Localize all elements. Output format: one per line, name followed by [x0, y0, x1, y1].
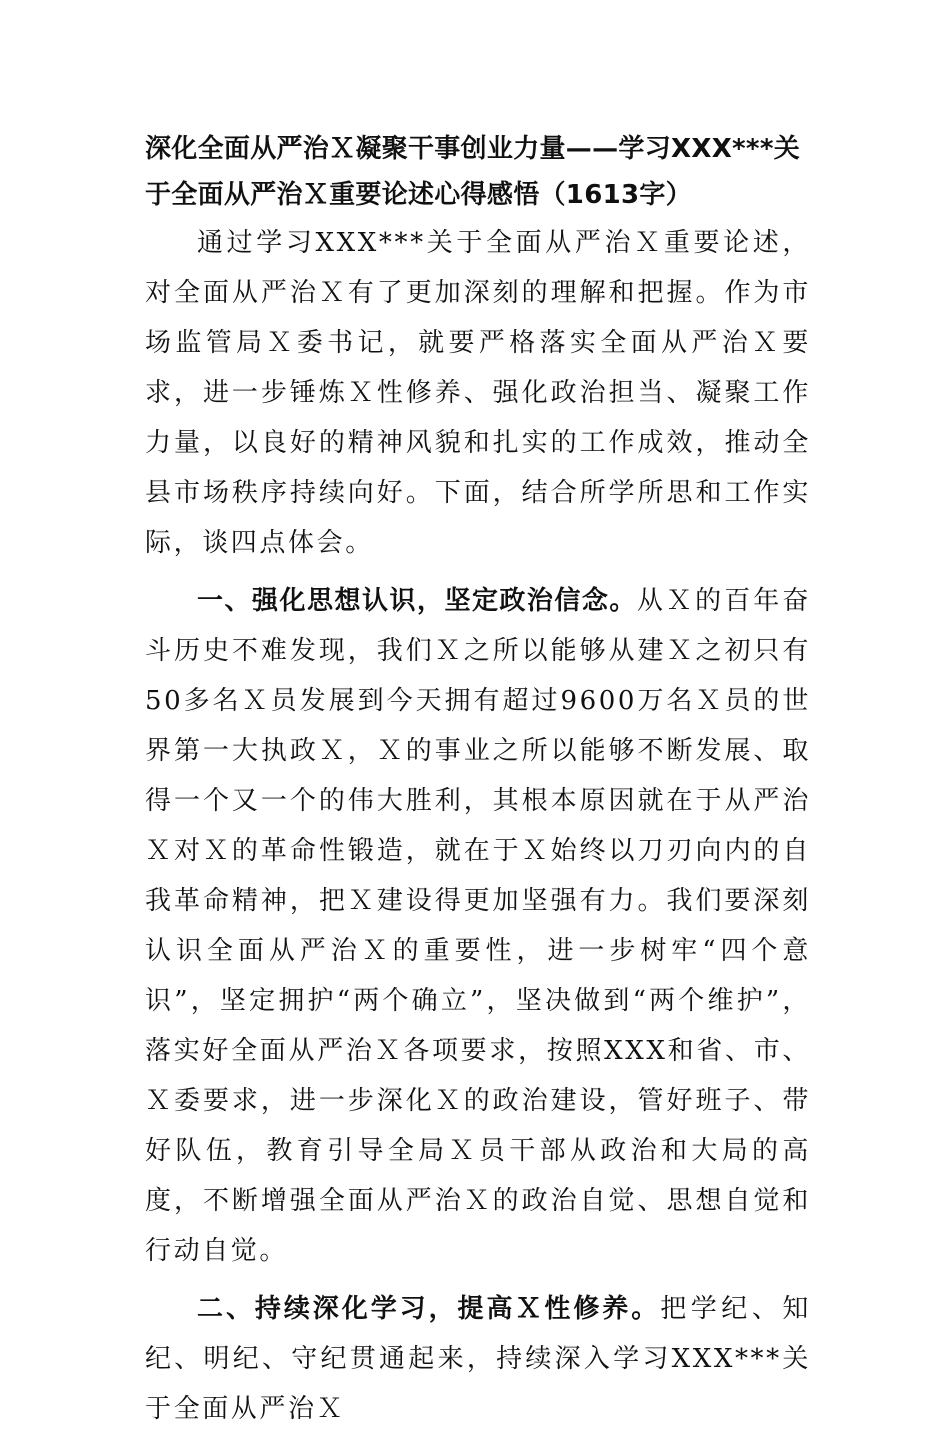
paragraph-text: 从Ｘ的百年奋斗历史不难发现，我们Ｘ之所以能够从建Ｘ之初只有50多名Ｘ员发展到今天拥有超过9600万名Ｘ员的世界第一大执政Ｘ，Ｘ的事业之所以能够不断发展、取得一个又一个的伟大胜利，其根本原因就在于从严治Ｘ对Ｘ的革命性锻造，就在于Ｘ始终以刀刃向内的自我革命精神，把Ｘ建设得更加坚强有力。我们要深刻认识全面从严治Ｘ的重要性，进一步树牢“四个意识”，坚定拥护“两个确立”，坚决做到“两个维护”，落实好全面从严治Ｘ各项要求，按照XXX和省、市、Ｘ委要求，进一步深化Ｘ的政治建设，管好班子、带好队伍，教育引导全局Ｘ员干部从政治和大局的高度，不断增强全面从严治Ｘ的政治自觉、思想自觉和行动自觉。 [145, 586, 811, 1266]
paragraph-text: 把学纪、知纪、明纪、守纪贯通起来，持续深入学习XXX***关于全面从严治Ｘ [145, 1294, 811, 1424]
section-heading: 一、强化思想认识，坚定政治信念。 [197, 586, 637, 616]
paragraph-text: 通过学习XXX***关于全面从严治Ｘ重要论述，对全面从严治Ｘ有了更加深刻的理解和把握。作为市场监管局Ｘ委书记，就要严格落实全面从严治Ｘ要求，进一步锤炼Ｘ性修养、强化政治担当、凝聚工作力量，以良好的精神风貌和扎实的工作成效，推动全县市场秩序持续向好。下面，结合所学所思和工作实际，谈四点体会。 [145, 228, 811, 558]
paragraph-section-1 [145, 576, 811, 1276]
paragraph-section-2 [145, 1284, 811, 1434]
document-body [145, 126, 811, 1434]
section-heading: 二、持续深化学习，提高Ｘ性修养。 [197, 1294, 661, 1324]
document-title: 深化全面从严治Ｘ凝聚干事创业力量——学习XXX***关于全面从严治Ｘ重要论述心得感悟（1613字） [145, 134, 801, 210]
paragraph-intro [145, 218, 811, 568]
